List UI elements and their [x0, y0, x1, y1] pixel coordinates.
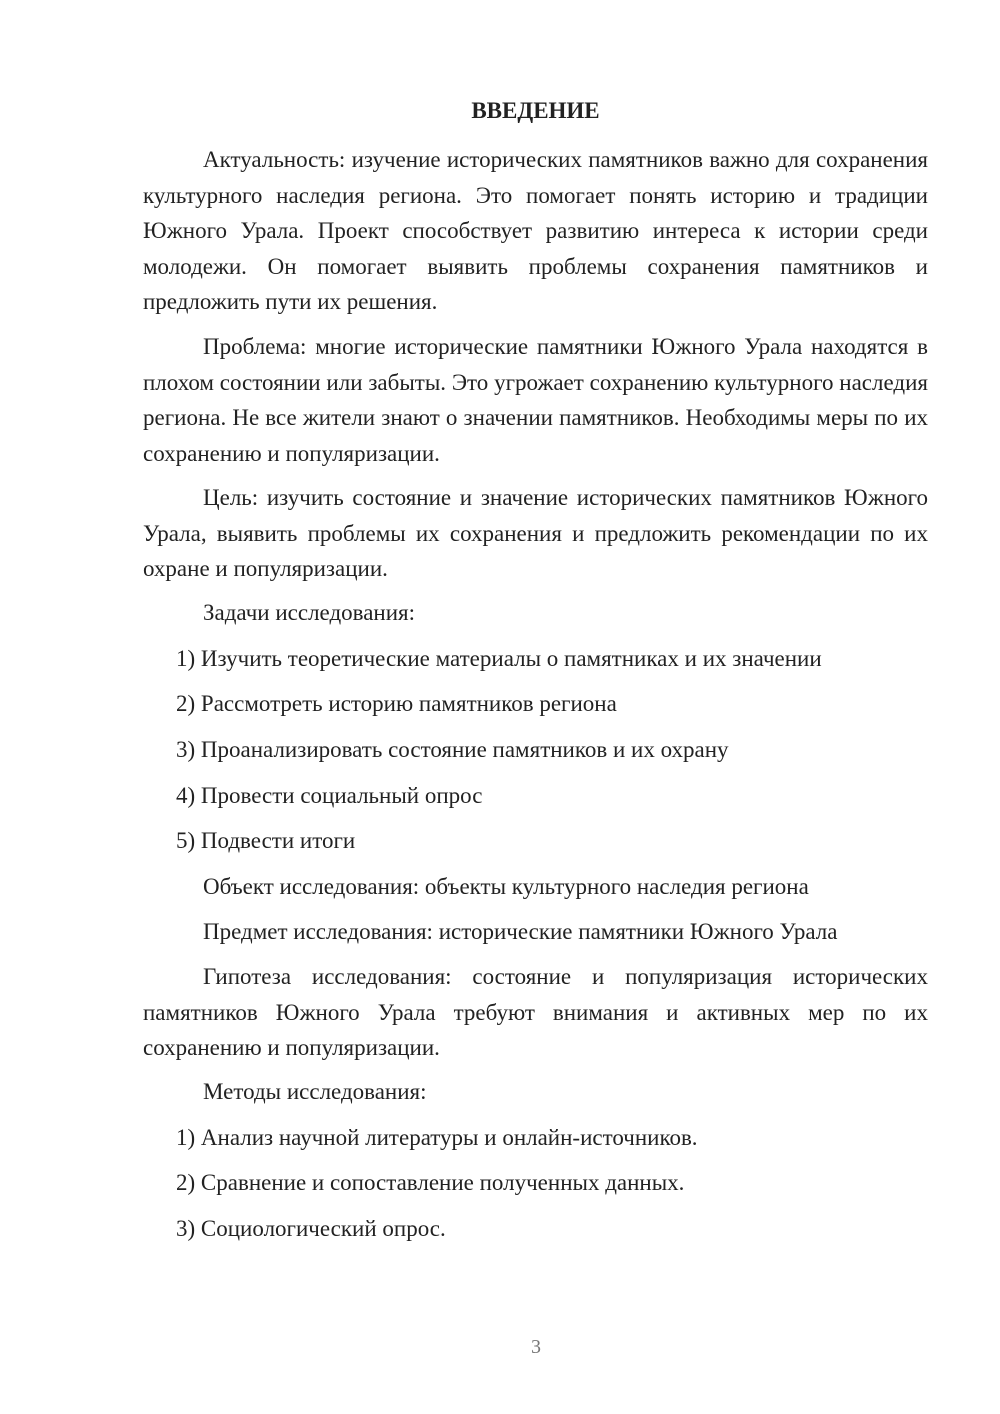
research-object: Объект исследования: объекты культурного наследия региона: [203, 874, 809, 899]
section-heading: ВВЕДЕНИЕ: [471, 98, 600, 123]
method-item: 2) Сравнение и сопоставление полученных данных.: [176, 1170, 685, 1195]
paragraph-problem: Проблема: многие исторические памятники Южного Урала находятся в плохом состоянии или забыты. Это угрожает сохранению культурного наследия региона. Не все жители знают о значении памятников. Необходимы меры по их сохранению и популяризации.: [143, 334, 928, 466]
task-item: 1) Изучить теоретические материалы о памятниках и их значении: [176, 646, 822, 671]
tasks-title: Задачи исследования:: [203, 600, 416, 625]
paragraph-hypothesis: Гипотеза исследования: состояние и популяризация исторических памятников Южного Урала требуют внимания и активных мер по их сохранению и популяризации.: [143, 964, 928, 1060]
research-subject: Предмет исследования: исторические памятники Южного Урала: [203, 919, 838, 944]
page-number: 3: [531, 1336, 541, 1358]
paragraph-goal: Цель: изучить состояние и значение исторических памятников Южного Урала, выявить проблемы их сохранения и предложить рекомендации по их охране и популяризации.: [143, 485, 928, 581]
methods-title: Методы исследования:: [203, 1079, 427, 1104]
method-item: 1) Анализ научной литературы и онлайн-источников.: [176, 1125, 698, 1150]
task-item: 2) Рассмотреть историю памятников региона: [176, 691, 617, 716]
task-item: 3) Проанализировать состояние памятников и их охрану: [176, 737, 729, 762]
task-item: 5) Подвести итоги: [176, 828, 356, 853]
task-item: 4) Провести социальный опрос: [176, 783, 483, 808]
method-item: 3) Социологический опрос.: [176, 1216, 446, 1241]
paragraph-relevance: Актуальность: изучение исторических памятников важно для сохранения культурного наследия региона. Это помогает понять историю и традиции Южного Урала. Проект способствует развитию интереса к истории среди молодежи. Он помогает выявить проблемы сохранения памятников и предложить пути их решения.: [143, 147, 928, 314]
